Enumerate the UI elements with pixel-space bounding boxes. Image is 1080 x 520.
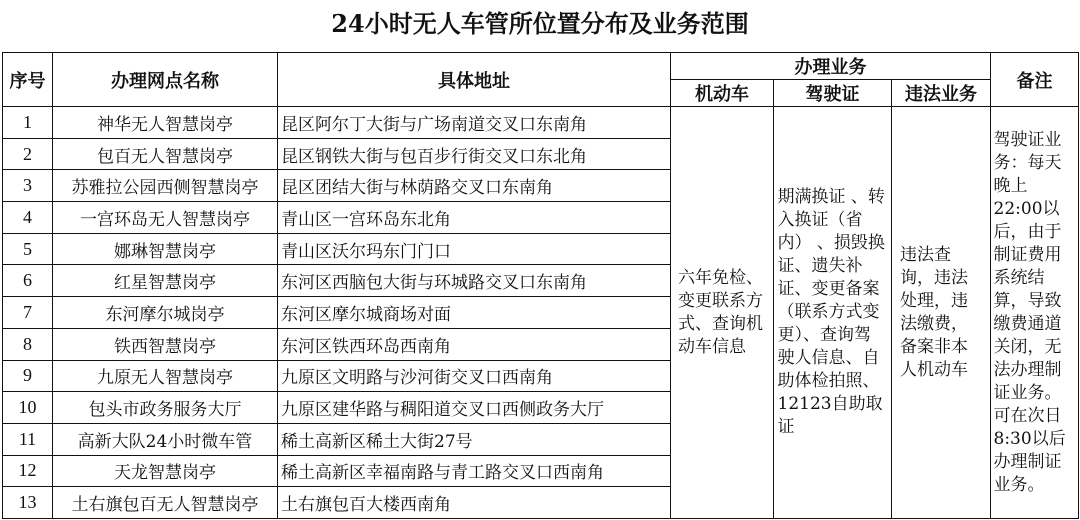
vehicle-services: 六年免检、变更联系方式、查询机动车信息	[678, 267, 763, 357]
table-row	[3, 107, 1079, 139]
violation-services: 违法查询，违法处理，违法缴费，备案非本人机动车	[900, 244, 968, 380]
station-address: 昆区钢铁大街与包百步行街交叉口东北角	[278, 138, 671, 170]
header-address: 具体地址	[278, 53, 671, 107]
row-index: 10	[3, 392, 53, 424]
header-name: 办理网点名称	[53, 53, 278, 107]
station-address: 九原区建华路与稠阳道交叉口西侧政务大厅	[278, 392, 671, 424]
row-index: 3	[3, 170, 53, 202]
station-address: 土右旗包百大楼西南角	[278, 487, 671, 519]
station-name: 九原无人智慧岗亭	[53, 360, 278, 392]
header-business: 办理业务	[671, 53, 991, 80]
station-address: 稀土高新区稀土大街27号	[278, 423, 671, 455]
station-name: 一宫环岛无人智慧岗亭	[53, 202, 278, 234]
license-services-cell	[774, 107, 892, 519]
header-license: 驾驶证	[774, 80, 892, 107]
remark-note-cell	[991, 107, 1079, 519]
row-index: 13	[3, 487, 53, 519]
violation-services-cell	[892, 107, 991, 519]
vehicle-services-cell	[671, 107, 774, 519]
row-index: 12	[3, 455, 53, 487]
location-table	[2, 52, 1079, 519]
row-index: 1	[3, 107, 53, 139]
station-address: 稀土高新区幸福南路与青工路交叉口西南角	[278, 455, 671, 487]
station-name: 天龙智慧岗亭	[53, 455, 278, 487]
station-address: 昆区阿尔丁大街与广场南道交叉口东南角	[278, 107, 671, 139]
station-address: 东河区摩尔城商场对面	[278, 297, 671, 329]
row-index: 6	[3, 265, 53, 297]
station-address: 青山区一宫环岛东北角	[278, 202, 671, 234]
row-index: 5	[3, 233, 53, 265]
station-address: 昆区团结大街与林荫路交叉口东南角	[278, 170, 671, 202]
table-body	[3, 107, 1079, 519]
station-address: 青山区沃尔玛东门门口	[278, 233, 671, 265]
station-name: 铁西智慧岗亭	[53, 328, 278, 360]
row-index: 2	[3, 138, 53, 170]
page-title: 24小时无人车管所位置分布及业务范围	[331, 9, 749, 38]
station-address: 东河区铁西环岛西南角	[278, 328, 671, 360]
header-index: 序号	[3, 53, 53, 107]
header-remark: 备注	[991, 53, 1079, 107]
license-services: 期满换证 、转入换证（省内） 、损毁换证、遗失补证、变更备案（联系方式变更）、查询驾驶人信息、自助体检拍照、12123自助取证	[777, 187, 885, 437]
station-name: 高新大队24小时微车管	[53, 423, 278, 455]
row-index: 4	[3, 202, 53, 234]
row-index: 11	[3, 423, 53, 455]
station-name: 娜琳智慧岗亭	[53, 233, 278, 265]
station-name: 神华无人智慧岗亭	[53, 107, 278, 139]
station-name: 土右旗包百无人智慧岗亭	[53, 487, 278, 519]
station-name: 红星智慧岗亭	[53, 265, 278, 297]
station-address: 九原区文明路与沙河街交叉口西南角	[278, 360, 671, 392]
row-index: 8	[3, 328, 53, 360]
station-address: 东河区西脑包大街与环城路交叉口东南角	[278, 265, 671, 297]
station-name: 包头市政务服务大厅	[53, 392, 278, 424]
remark-note: 驾驶证业务：每天晚上22:00以后，由于制证费用系统结算，导致缴费通道关闭，无法办理制证业务。可在次日8:30以后办理制证业务。	[993, 129, 1066, 495]
station-name: 苏雅拉公园西侧智慧岗亭	[53, 170, 278, 202]
row-index: 9	[3, 360, 53, 392]
header-vehicle: 机动车	[671, 80, 774, 107]
header-violation: 违法业务	[892, 80, 991, 107]
station-name: 包百无人智慧岗亭	[53, 138, 278, 170]
row-index: 7	[3, 297, 53, 329]
station-name: 东河摩尔城岗亭	[53, 297, 278, 329]
